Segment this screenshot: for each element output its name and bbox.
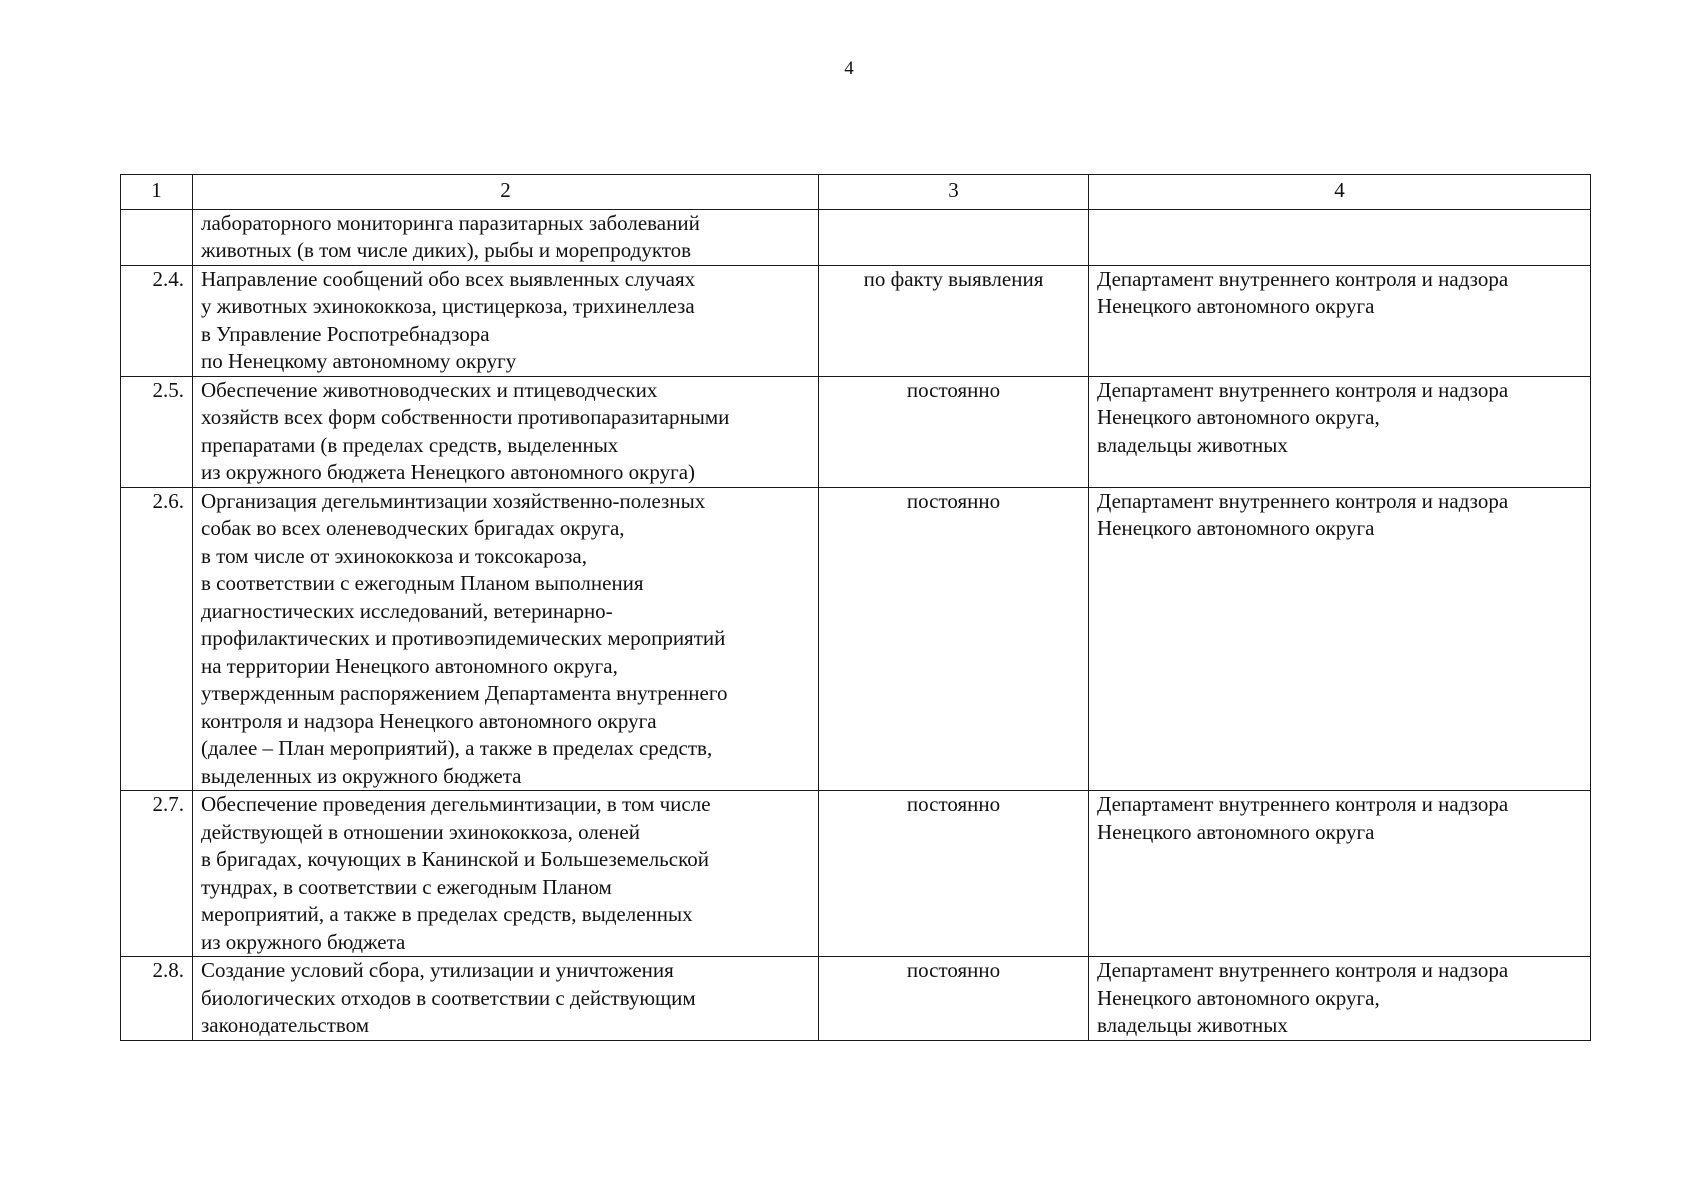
responsible-line: владельцы животных bbox=[1097, 1013, 1288, 1037]
responsible-line: Департамент внутреннего контроля и надзора bbox=[1097, 792, 1509, 816]
column-header-3: 3 bbox=[819, 175, 1089, 210]
description-line: собак во всех оленеводческих бригадах округа, bbox=[201, 516, 625, 540]
description-line: утвержденным распоряжением Департамента внутреннего bbox=[201, 681, 728, 705]
description-line: Направление сообщений обо всех выявленных случаях bbox=[201, 266, 696, 291]
description-line: действующей в отношении эхинококкоза, оленей bbox=[201, 819, 640, 844]
table-row bbox=[121, 376, 1591, 487]
description-line: животных (в том числе диких), рыбы и морепродуктов bbox=[201, 238, 692, 262]
description-line: биологических отходов в соответствии с действующим bbox=[201, 985, 696, 1010]
responsible-line: владельцы животных bbox=[1097, 432, 1288, 457]
responsible-line: Ненецкого автономного округа, bbox=[1097, 405, 1380, 429]
description-line: из окружного бюджета Ненецкого автономного округа) bbox=[201, 460, 696, 484]
description-line: в том числе от эхинококкоза и токсокароза, bbox=[201, 543, 587, 568]
table-body bbox=[121, 209, 1591, 1040]
execution-term: постоянно bbox=[819, 791, 1089, 957]
responsible-line: Ненецкого автономного округа bbox=[1097, 294, 1375, 318]
description-line: по Ненецкому автономному округу bbox=[201, 349, 517, 373]
responsible-line: Ненецкого автономного округа bbox=[1097, 819, 1375, 844]
description-line: Обеспечение животноводческих и птицеводческих bbox=[201, 377, 658, 402]
responsible-party bbox=[1089, 265, 1591, 376]
measure-description bbox=[193, 265, 819, 376]
description-line: тундрах, в соответствии с ежегодным Планом bbox=[201, 874, 612, 899]
measure-description bbox=[193, 209, 819, 265]
description-line: у животных эхинококкоза, цистицеркоза, трихинеллеза bbox=[201, 294, 695, 318]
measure-description bbox=[193, 487, 819, 791]
description-line: законодательством bbox=[201, 1013, 370, 1037]
description-line: Обеспечение проведения дегельминтизации, в том числе bbox=[201, 792, 711, 816]
responsible-party bbox=[1089, 791, 1591, 957]
row-number: 2.4. bbox=[121, 265, 193, 376]
responsible-party bbox=[1089, 957, 1591, 1041]
row-number: 2.6. bbox=[121, 487, 193, 791]
table-row bbox=[121, 957, 1591, 1041]
page-number: 4 bbox=[844, 58, 854, 79]
row-number: 2.5. bbox=[121, 376, 193, 487]
measure-description bbox=[193, 791, 819, 957]
execution-term: постоянно bbox=[819, 957, 1089, 1041]
execution-term: по факту выявления bbox=[819, 265, 1089, 376]
description-line: лабораторного мониторинга паразитарных заболеваний bbox=[201, 210, 700, 235]
description-line: Создание условий сбора, утилизации и уничтожения bbox=[201, 958, 674, 982]
execution-term: постоянно bbox=[819, 487, 1089, 791]
column-header-4: 4 bbox=[1089, 175, 1591, 210]
description-line: хозяйств всех форм собственности противопаразитарными bbox=[201, 405, 730, 429]
column-header-1: 1 bbox=[121, 175, 193, 210]
description-line: в соответствии с ежегодным Планом выполнения bbox=[201, 571, 644, 595]
description-line: Организация дегельминтизации хозяйственно-полезных bbox=[201, 488, 706, 513]
responsible-party bbox=[1089, 487, 1591, 791]
responsible-line: Департамент внутреннего контроля и надзора bbox=[1097, 958, 1509, 982]
row-number: 2.8. bbox=[121, 957, 193, 1041]
measures-table bbox=[120, 174, 1591, 1041]
description-line: из окружного бюджета bbox=[201, 929, 406, 954]
description-line: на территории Ненецкого автономного округа, bbox=[201, 653, 618, 678]
description-line: в бригадах, кочующих в Канинской и Большеземельской bbox=[201, 847, 709, 871]
description-line: контроля и надзора Ненецкого автономного округа bbox=[201, 708, 657, 733]
table-header-row bbox=[121, 175, 1591, 210]
description-line: мероприятий, а также в пределах средств, выделенных bbox=[201, 902, 693, 926]
row-number bbox=[121, 209, 193, 265]
measure-description bbox=[193, 376, 819, 487]
description-line: диагностических исследований, ветеринарно- bbox=[201, 598, 613, 623]
column-header-2: 2 bbox=[193, 175, 819, 210]
description-line: профилактических и противоэпидемических мероприятий bbox=[201, 626, 726, 650]
description-line: в Управление Роспотребнадзора bbox=[201, 321, 490, 346]
responsible-line: Департамент внутреннего контроля и надзора bbox=[1097, 488, 1509, 513]
table-row bbox=[121, 209, 1591, 265]
description-line: выделенных из окружного бюджета bbox=[201, 763, 522, 788]
responsible-line: Ненецкого автономного округа, bbox=[1097, 985, 1380, 1010]
description-line: препаратами (в пределах средств, выделенных bbox=[201, 432, 619, 457]
row-number: 2.7. bbox=[121, 791, 193, 957]
table-row bbox=[121, 265, 1591, 376]
description-line: (далее – План мероприятий), а также в пределах средств, bbox=[201, 736, 713, 760]
responsible-line: Департамент внутреннего контроля и надзора bbox=[1097, 266, 1509, 291]
table-row bbox=[121, 487, 1591, 791]
execution-term bbox=[819, 209, 1089, 265]
responsible-line: Департамент внутреннего контроля и надзора bbox=[1097, 377, 1509, 402]
responsible-party bbox=[1089, 209, 1591, 265]
responsible-line: Ненецкого автономного округа bbox=[1097, 516, 1375, 540]
table-row bbox=[121, 791, 1591, 957]
execution-term: постоянно bbox=[819, 376, 1089, 487]
measure-description bbox=[193, 957, 819, 1041]
responsible-party bbox=[1089, 376, 1591, 487]
